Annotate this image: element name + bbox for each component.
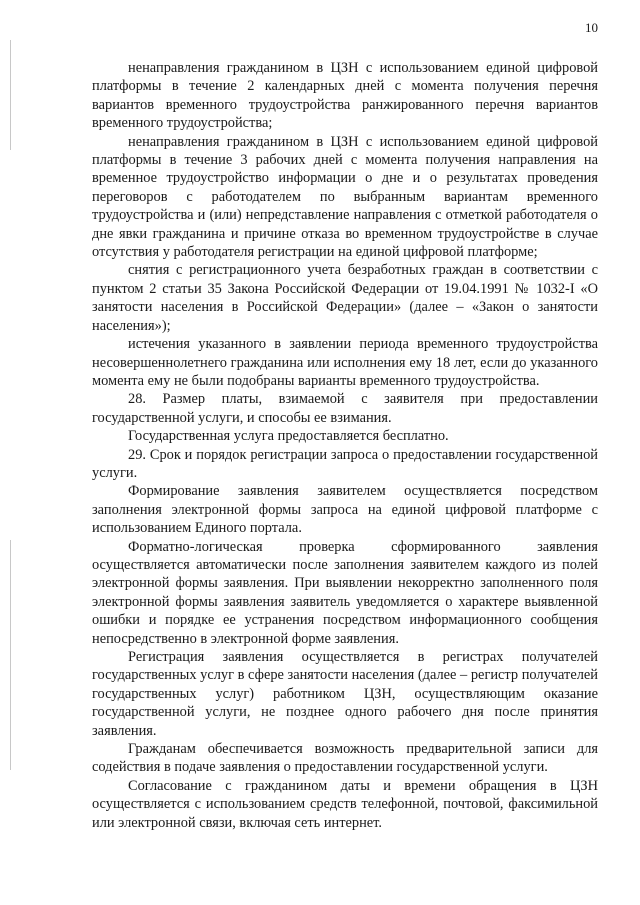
paragraph-11: Гражданам обеспечивается возможность предварительной записи для содействия в подаче заявления о предоставлении государственной услуги. — [92, 741, 598, 776]
paragraph-5-heading: 28. Размер платы, взимаемой с заявителя при предоставлении государственной услуги, и способы ее взимания. — [92, 391, 598, 426]
scan-edge-top — [10, 40, 11, 150]
page-number: 10 — [585, 20, 598, 35]
paragraph-3: снятия с регистрационного учета безработных граждан в соответствии с пунктом 2 статьи 35 Закона Российской Федерации от 19.04.1991 № 1032-I «О занятости населения в Российской Федерации» (далее – «Закон о занятости населения»); — [92, 262, 598, 334]
paragraph-9: Форматно-логическая проверка сформированного заявления осуществляется автоматически после заполнения заявителем каждого из полей электронной формы заявления. При выявлении некорректно заполненного поля электронной формы заявления заявитель уведомляется о характере выявленной ошибки и порядке ее устранения посредством информационного сообщения непосредственно в электронной форме заявления. — [92, 538, 598, 647]
scan-edge-bottom — [10, 540, 11, 770]
paragraph-6: Государственная услуга предоставляется бесплатно. — [128, 428, 449, 445]
paragraph-8: Формирование заявления заявителем осуществляется посредством заполнения электронной формы запроса на единой цифровой платформе с использованием Единого портала. — [92, 483, 598, 537]
paragraph-1: ненаправления гражданином в ЦЗН с использованием единой цифровой платформы в течение 2 календарных дней с момента получения перечня вариантов временного трудоустройства ранжированного перечня вариантов временного трудоустройства; — [92, 60, 598, 132]
paragraph-2: ненаправления гражданином в ЦЗН с использованием единой цифровой платформы в течение 3 рабочих дней с момента получения направления на временное трудоустройство информации о дне и о результатах проведения переговоров с работодателем по выбранным вариантам временного трудоустройства и (или) непредставление направления с отметкой работодателя о дне явки гражданина и причине отказа во временном трудоустройстве в случае отсутствия у работодателя регистрации на единой цифровой платформе; — [92, 133, 598, 261]
paragraph-12: Согласование с гражданином даты и времени обращения в ЦЗН осуществляется с использованием средств телефонной, почтовой, факсимильной или электронной связи, включая сеть интернет. — [92, 777, 598, 831]
paragraph-7-heading: 29. Срок и порядок регистрации запроса о предоставлении государственной услуги. — [92, 446, 598, 481]
paragraph-10: Регистрация заявления осуществляется в регистрах получателей государственных услуг в сфере занятости населения (далее – регистр получателей государственных услуг) работником ЦЗН, осуществляющим оказание государственной услуги, не позднее одного рабочего дня после принятия заявления. — [92, 649, 598, 739]
document-body — [92, 59, 598, 832]
paragraph-4: истечения указанного в заявлении периода временного трудоустройства несовершеннолетнего гражданина или исполнения ему 18 лет, если до указанного момента ему не были подобраны варианты временного трудоустройства. — [92, 336, 598, 389]
